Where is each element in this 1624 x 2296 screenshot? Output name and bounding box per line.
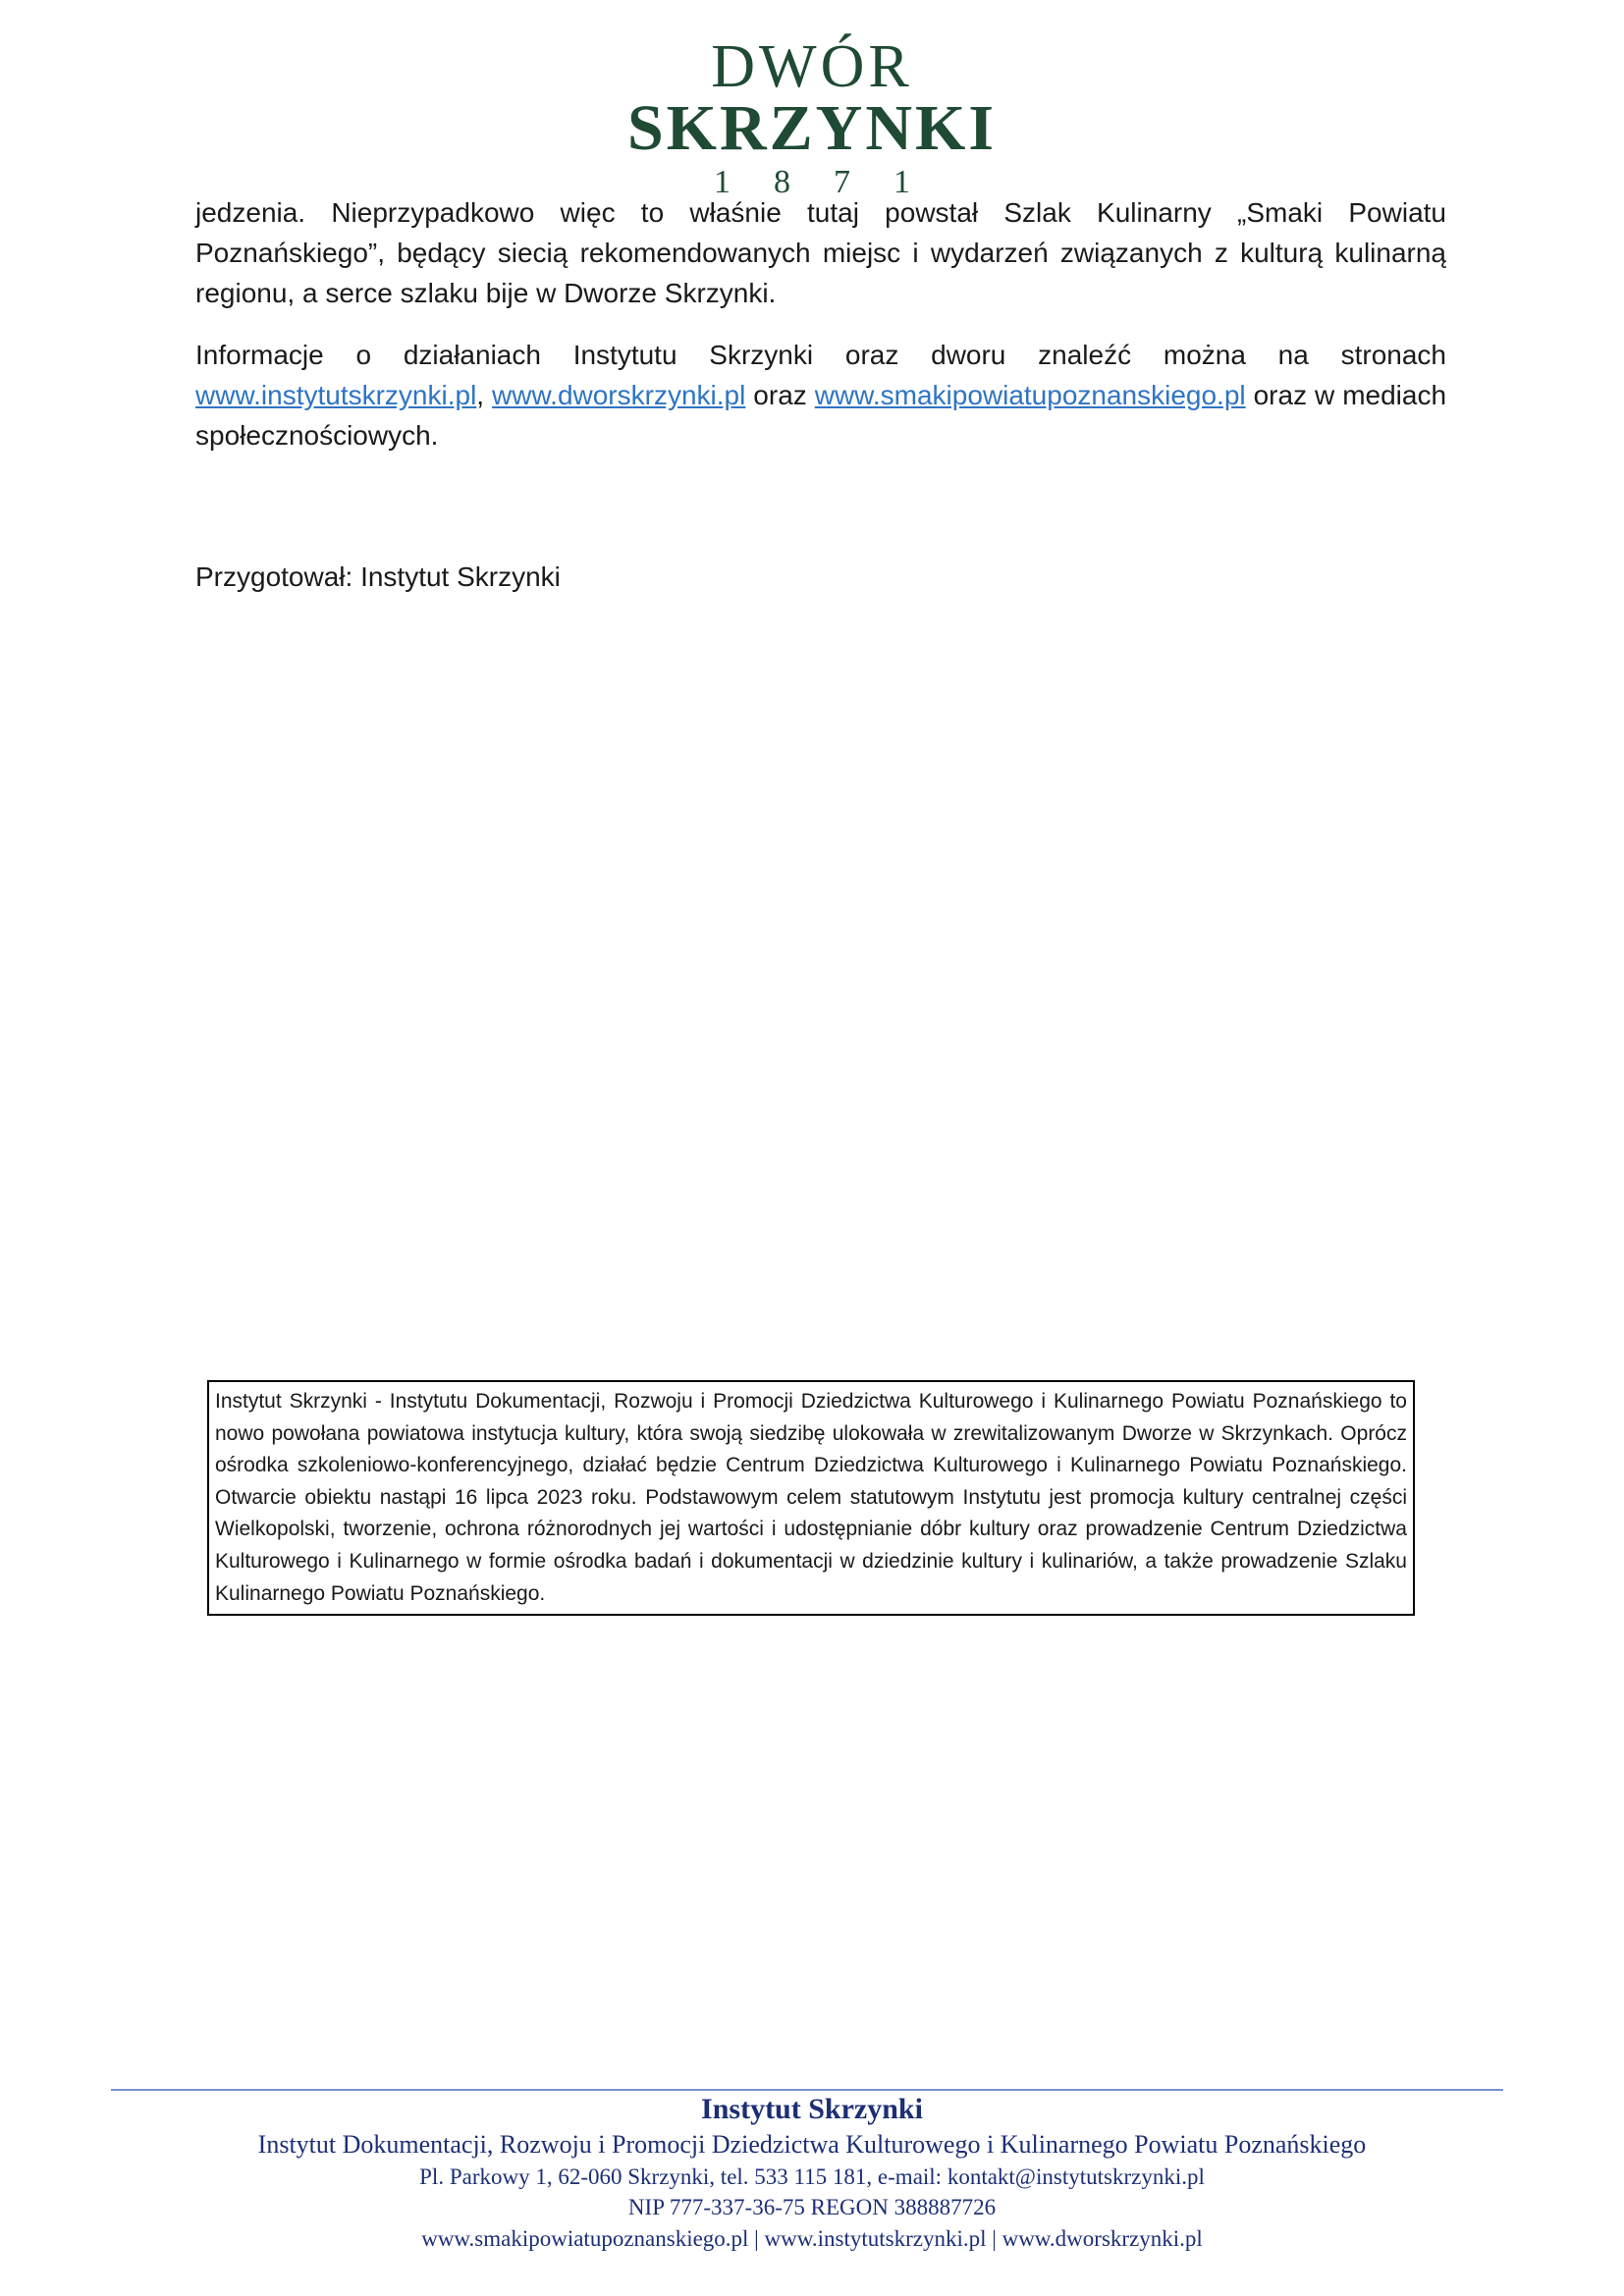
link-smakipowiatu[interactable]: www.smakipowiatupoznanskiego.pl (814, 380, 1246, 410)
footer-nip-regon: NIP 777-337-36-75 REGON 388887726 (627, 2195, 997, 2219)
paragraph-information (195, 335, 1446, 455)
info-text-after: oraz w mediach społecznościowych. (195, 380, 1447, 451)
logo-year: 1871 (714, 164, 953, 200)
info-text-before: Informacje o działaniach Instytutu Skrzynki oraz dworu znaleźć można na stronach (195, 340, 1446, 370)
footer-title: Instytut Skrzynki (701, 2093, 923, 2125)
link-instytutskrzynki[interactable]: www.instytutskrzynki.pl (195, 380, 477, 410)
prepared-by: Przygotował: Instytut Skrzynki (195, 561, 561, 592)
footer-subtitle: Instytut Dokumentacji, Rozwoju i Promocji Dziedzictwa Kulturowego i Kulinarnego Powiatu Poznańskiego (257, 2130, 1367, 2159)
link-dworskrzynki[interactable]: www.dworskrzynki.pl (492, 380, 746, 410)
footer-links: www.smakipowiatupoznanskiego.pl | www.instytutskrzynki.pl | www.dworskrzynki.pl (421, 2226, 1203, 2251)
dwor-skrzynki-logo (0, 33, 1624, 202)
logo-line-dwor: DWÓR (711, 33, 913, 100)
paragraph-culinary-trail: jedzenia. Nieprzypadkowo więc to właśnie tutaj powstał Szlak Kulinarny „Smaki Powiatu Poznańskiego”, będący siecią rekomendowanych miejsc i wydarzeń związanych z kulturą kulinarną regionu, a serce szlaku bije w Dworze Skrzynki. (195, 197, 1446, 308)
institute-info-box: Instytut Skrzynki - Instytutu Dokumentacji, Rozwoju i Promocji Dziedzictwa Kulturowego i Kulinarnego Powiatu Poznańskiego to nowo powołana powiatowa instytucja kultury, która swoją siedzibę ulokowała w zrewitalizowanym Dworze w Skrzynkach. Oprócz ośrodka szkoleniowo-konferencyjnego, działać będzie Centrum Dziedzictwa Kulturowego i Kulinarnego Powiatu Poznańskiego. Otwarcie obiektu nastąpi 16 lipca 2023 roku. Podstawowym celem statutowym Instytutu jest promocja kultury centralnej części Wielkopolski, tworzenie, ochrona różnorodnych jej wartości i udostępnianie dóbr kultury oraz prowadzenie Centrum Dziedzictwa Kulturowego i Kulinarnego w formie ośrodka badań i dokumentacji w dziedzinie kultury i kulinariów, a także prowadzenie Szlaku Kulinarnego Powiatu Poznańskiego. (207, 1380, 1415, 1616)
separator-oraz: oraz (753, 380, 807, 410)
footer (0, 2091, 1624, 2256)
footer-address: Pl. Parkowy 1, 62-060 Skrzynki, tel. 533 115 181, e-mail: kontakt@instytutskrzynki.pl (419, 2164, 1205, 2189)
logo-line-skrzynki: SKRZYNKI (626, 92, 998, 164)
separator-comma: , (476, 380, 485, 410)
